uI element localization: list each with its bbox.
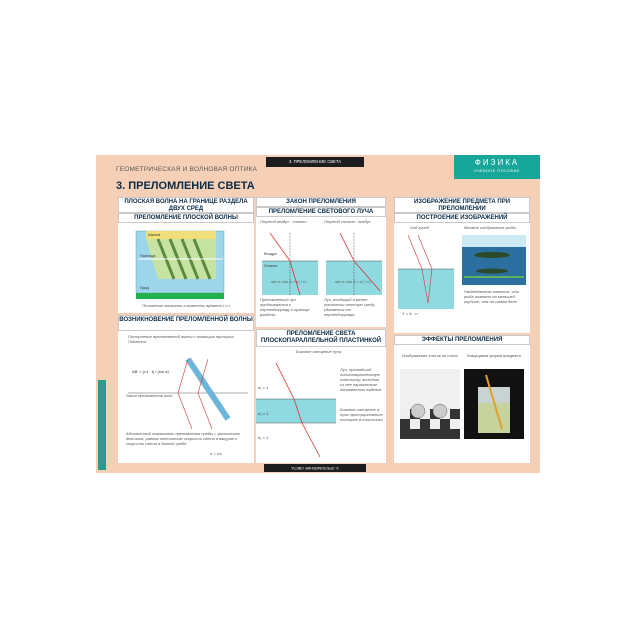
- fish-photo: [462, 235, 526, 285]
- col1-diagram2: [118, 331, 254, 463]
- section-subtitle: ГЕОМЕТРИЧЕСКАЯ И ВОЛНОВАЯ ОПТИКА: [116, 166, 258, 173]
- col2-subheading: ПРЕЛОМЛЕНИЕ СВЕТОВОГО ЛУЧА: [256, 207, 386, 217]
- refraction-ray-diagram: [256, 229, 386, 299]
- col3-diagram1: [394, 223, 530, 333]
- svg-text:Y = X · n: Y = X · n: [402, 311, 418, 316]
- huygens-text: Построение преломленной волны с помощью принципа Гюйгенса: [128, 334, 234, 344]
- air-glass-text: Преломленный луч приближается к перпендикуляру к границе раздела: [260, 297, 310, 317]
- col2-heading2: ПРЕЛОМЛЕНИЕ СВЕТА ПЛОСКОПАРАЛЛЕЛЬНОЙ ПЛАСТИНКОЙ: [256, 329, 386, 347]
- svg-text:n₁ = 1: n₁ = 1: [258, 385, 269, 390]
- col2-heading: ЗАКОН ПРЕЛОМЛЕНИЯ: [256, 197, 386, 207]
- page-title: 3. ПРЕЛОМЛЕНИЕ СВЕТА: [116, 180, 255, 192]
- plate-diagram: [256, 359, 336, 459]
- col1-caption: Положение мелкания в моменты времени t и t: [142, 303, 230, 308]
- col2-diagram1: Переход воздух - стекло Переход стекло - воздух Воздух Стекло sin α / sin β = n₂ / n₁ sin α / sin β = n₂ / n₁ Преломленный луч приближается к перпендикуляру к границе раздела Луч, входящий в менее оптически плотную среду, удаляется от перпендикуляра: [256, 217, 386, 327]
- brand-box: [454, 155, 540, 179]
- side-stripe: [98, 380, 106, 470]
- fish-text: Наблюдателю кажется, что рыба плавает на меньшей глубине, чем на самом деле: [464, 289, 520, 304]
- grid-label: Грид: [140, 285, 149, 290]
- col1-diagram1: [118, 223, 254, 313]
- wave-law-text: Закон преломления волн: [126, 393, 173, 398]
- boundary-label: Граница: [140, 253, 156, 258]
- header-bar: [96, 155, 540, 181]
- col3-heading: ИЗОБРАЖЕНИЕ ПРЕДМЕТА ПРИ ПРЕЛОМЛЕНИИ: [394, 197, 530, 213]
- rays-label: Ход лучей: [410, 225, 429, 230]
- col1-heading2: ВОЗНИКНОВЕНИЕ ПРЕЛОМЛЕННОЙ ВОЛНЫ: [118, 315, 254, 331]
- effect2-label: Кажущаяся форма предмета: [467, 353, 521, 358]
- slit-label: Шкала: [148, 232, 161, 237]
- effect1-label: Изображение клеток на столе: [402, 353, 458, 358]
- svg-text:n₂ > 1: n₂ > 1: [258, 411, 269, 416]
- glass-air-text: Луч, входящий в менее оптически плотную среду, удаляется от перпендикуляра: [324, 297, 376, 317]
- index-formula: n = c/v: [210, 451, 222, 456]
- col3-effects: [394, 345, 530, 463]
- footer-tab: 3. ПРЕЛОМЛЕНИЕ СВЕТА: [264, 464, 366, 472]
- brand-subtitle: УЧЕБНОЕ ПОСОБИЕ: [474, 169, 520, 173]
- air-label: Воздух: [264, 251, 277, 256]
- glass-air-label: Переход стекло - воздух: [324, 219, 371, 224]
- header-tab: 3. ПРЕЛОМЛЕНИЕ СВЕТА: [266, 157, 364, 167]
- rays-diagram: [398, 235, 458, 325]
- col2-diagram2: [256, 347, 386, 463]
- glass-label: Стекло: [264, 263, 278, 268]
- air-glass-label: Переход воздух - стекло: [260, 219, 307, 224]
- col3-heading2: ЭФФЕКТЫ ПРЕЛОМЛЕНИЯ: [394, 335, 530, 345]
- col1-subheading: ПРЕЛОМЛЕНИЕ ПЛОСКОЙ ВОЛНЫ: [118, 213, 254, 223]
- col3-subheading: ПОСТРОЕНИЕ ИЗОБРАЖЕНИЙ: [394, 213, 530, 223]
- col1-heading: ПЛОСКАЯ ВОЛНА НА ГРАНИЦЕ РАЗДЕЛА ДВУХ СРЕД: [118, 197, 254, 213]
- index-definition: Абсолютный показатель преломления среды = физическая величина, равная отношению скорости света в вакууме к скорости света в данной среде: [126, 431, 240, 446]
- shift-label: Боковое смещение луча: [296, 349, 342, 354]
- chessboard-photo: [400, 369, 460, 439]
- shift-text1: Луч, прошедший плоскопараллельную пластинку, выходит из нее параллельно направлению падения: [340, 367, 382, 392]
- fish-image-label: Мнимое изображение рыбы: [464, 225, 517, 230]
- wave-refraction-diagram: [118, 223, 254, 313]
- poster: [96, 155, 540, 473]
- glass-pencil-photo: [464, 369, 524, 439]
- brand-title: ФИЗИКА: [474, 158, 520, 167]
- svg-text:AB' = (v1 · t) / (sin α): AB' = (v1 · t) / (sin α): [132, 369, 169, 374]
- shift-text2: Боковое смещение d луча пропорционально толщине d пластинки: [340, 407, 383, 422]
- svg-text:n₁ = 1: n₁ = 1: [258, 435, 269, 440]
